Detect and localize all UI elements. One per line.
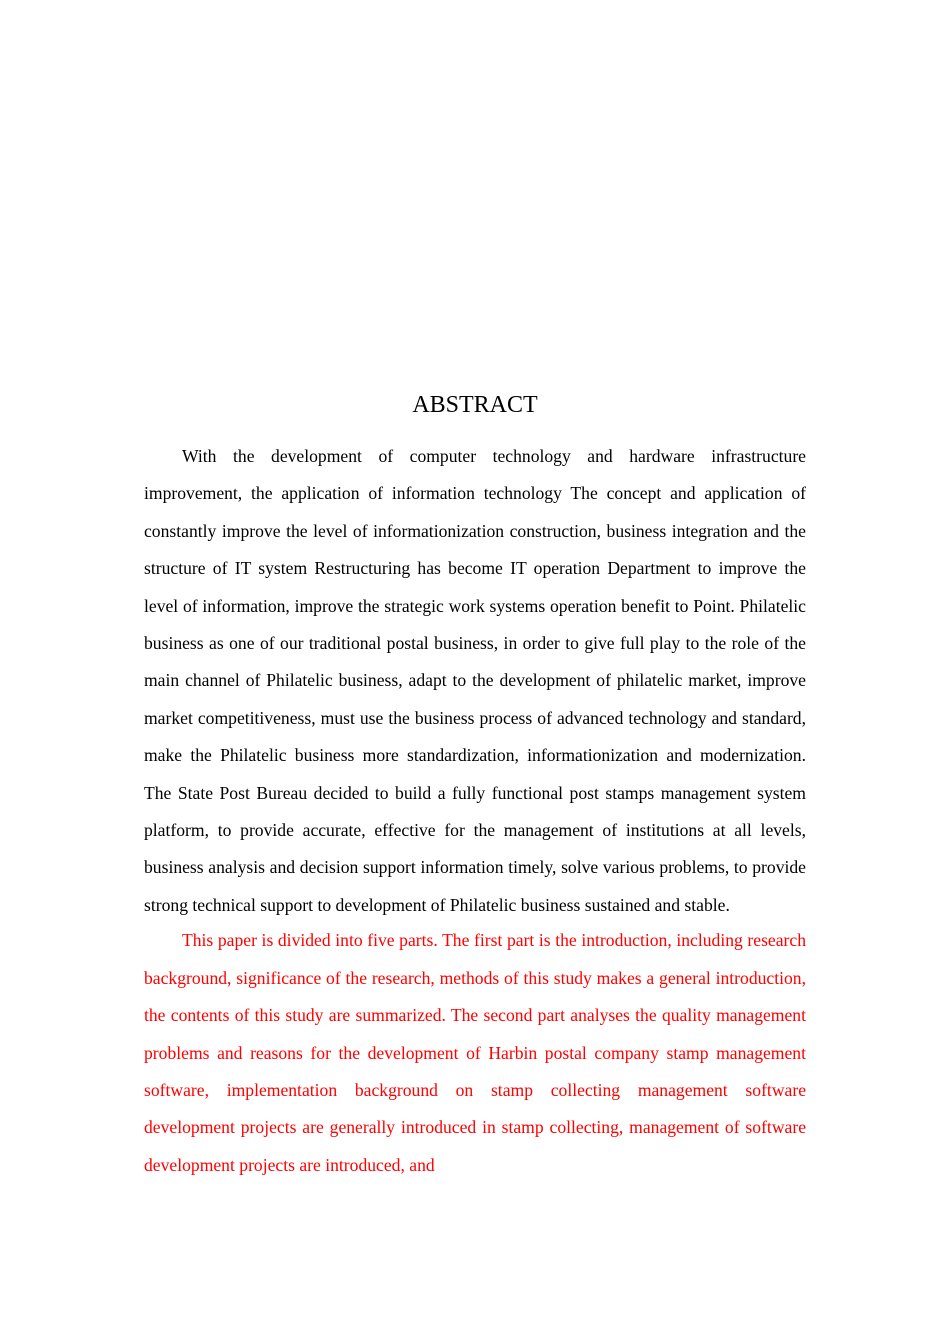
abstract-body [144, 438, 806, 1184]
abstract-paragraph-2-highlighted: This paper is divided into five parts. The first part is the introduction, including research background, significance of the research, methods of this study makes a general introduction, the contents of this study are summarized. The second part analyses the quality management problems and reasons for the development of Harbin postal company stamp management software, implementation background on stamp collecting management software development projects are generally introduced in stamp collecting, management of software development projects are introduced, and [144, 930, 806, 1175]
abstract-title: ABSTRACT [412, 392, 538, 418]
abstract-paragraph-1: With the development of computer technology and hardware infrastructure improvement, the application of information technology The concept and application of constantly improve the level of informationization construction, business integration and the structure of IT system Restructuring has become IT operation Department to improve the level of information, improve the strategic work systems operation benefit to Point. Philatelic business as one of our traditional postal business, in order to give full play to the role of the main channel of Philatelic business, adapt to the development of philatelic market, improve market competitiveness, must use the business process of advanced technology and standard, make the Philatelic business more standardization, informationization and modernization. The State Post Bureau decided to build a fully functional post stamps management system platform, to provide accurate, effective for the management of institutions at all levels, business analysis and decision support information timely, solve various problems, to provide strong technical support to development of Philatelic business sustained and stable. [144, 446, 806, 915]
